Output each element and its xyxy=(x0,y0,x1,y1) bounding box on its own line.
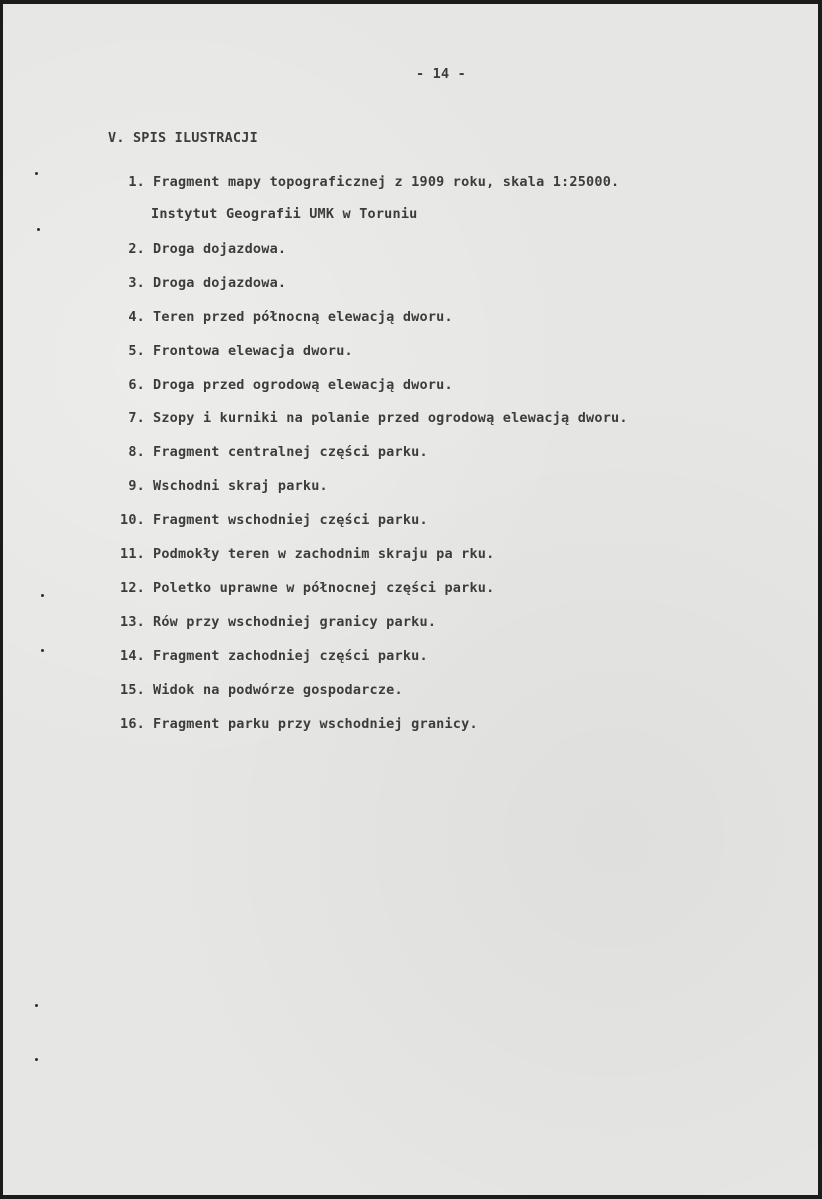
list-item-number: 2. xyxy=(128,241,145,257)
document-page xyxy=(3,4,818,1195)
list-item-number: 13. xyxy=(120,614,145,630)
list-item-text: Frontowa elewacja dworu. xyxy=(153,343,353,359)
list-item-number: 10. xyxy=(120,512,145,528)
list-item xyxy=(111,444,428,460)
list-item-number: 1. xyxy=(128,174,145,190)
list-item-number: 4. xyxy=(128,309,145,325)
list-item-number: 16. xyxy=(120,716,145,732)
list-item-text: Fragment parku przy wschodniej granicy. xyxy=(153,716,478,732)
list-item xyxy=(111,716,478,732)
list-item xyxy=(111,682,403,698)
page-number: - 14 - xyxy=(416,66,466,82)
list-item xyxy=(111,614,436,630)
list-item-text: Podmokły teren w zachodnim skraju pa rku. xyxy=(153,546,495,562)
list-item-number: 7. xyxy=(128,410,145,426)
list-item-number: 11. xyxy=(120,546,145,562)
list-item xyxy=(111,648,428,664)
list-item-text: Widok na podwórze gospodarcze. xyxy=(153,682,403,698)
list-item-number: 8. xyxy=(128,444,145,460)
scan-speck xyxy=(37,228,40,231)
list-item-number: 6. xyxy=(128,377,145,393)
list-item xyxy=(111,309,453,325)
list-item-text: Fragment zachodniej części parku. xyxy=(153,648,428,664)
list-item-number: 9. xyxy=(128,478,145,494)
list-item xyxy=(111,343,353,359)
list-item-number: 3. xyxy=(128,275,145,291)
list-item-text: Poletko uprawne w północnej części parku. xyxy=(153,580,495,596)
scan-speck xyxy=(35,172,38,175)
scan-speck xyxy=(35,1004,38,1007)
list-item-text: Teren przed północną elewacją dworu. xyxy=(153,309,453,325)
list-item xyxy=(111,410,628,426)
list-item-text: Droga dojazdowa. xyxy=(153,275,287,291)
list-item-number: 5. xyxy=(128,343,145,359)
list-item xyxy=(111,478,328,494)
list-item-text: Fragment mapy topograficznej z 1909 roku, skala 1:25000. xyxy=(153,174,620,190)
scan-speck xyxy=(35,1058,38,1061)
list-item-number: 14. xyxy=(120,648,145,664)
list-item xyxy=(111,580,494,596)
list-item xyxy=(111,241,286,257)
list-item-text: Wschodni skraj parku. xyxy=(153,478,328,494)
list-item-text: Fragment wschodniej części parku. xyxy=(153,512,428,528)
list-item-text: Droga dojazdowa. xyxy=(153,241,287,257)
list-item-number: 12. xyxy=(120,580,145,596)
scan-speck xyxy=(41,594,44,597)
list-item-text: Rów przy wschodniej granicy parku. xyxy=(153,614,437,630)
list-item xyxy=(111,546,494,562)
list-item xyxy=(111,174,619,190)
list-item xyxy=(111,377,453,393)
list-item-continuation: Instytut Geografii UMK w Toruniu xyxy=(151,206,418,222)
section-title: V. SPIS ILUSTRACJI xyxy=(108,130,258,146)
list-item xyxy=(111,512,428,528)
list-item-text: Fragment centralnej części parku. xyxy=(153,444,428,460)
list-item xyxy=(111,275,286,291)
scan-speck xyxy=(41,649,44,652)
list-item-text: Droga przed ogrodową elewacją dworu. xyxy=(153,377,453,393)
list-item-number: 15. xyxy=(120,682,145,698)
list-item-text: Szopy i kurniki na polanie przed ogrodową elewacją dworu. xyxy=(153,410,628,426)
